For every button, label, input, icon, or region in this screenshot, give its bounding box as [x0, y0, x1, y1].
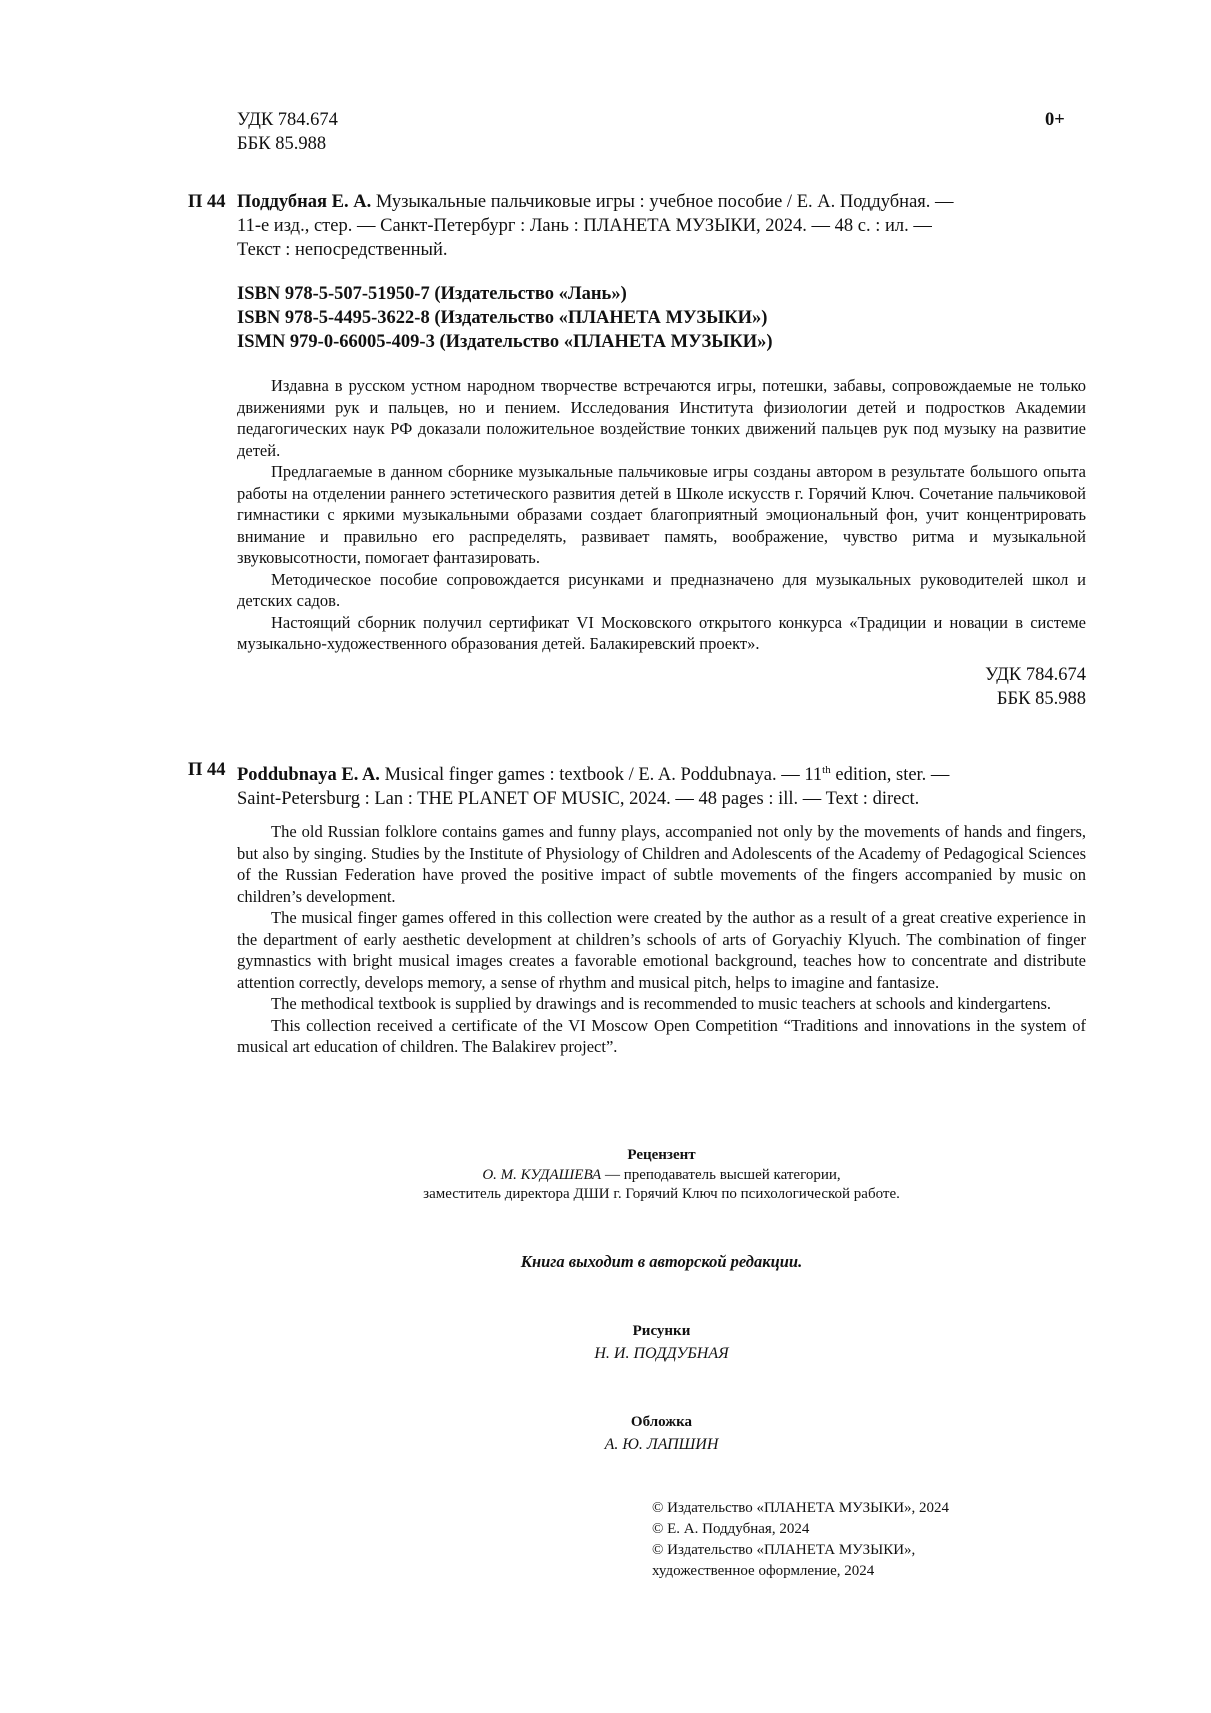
en-abstract-p4: This collection received a certificate of the VI Moscow Open Competition “Traditions and innovations in the system of musical art education of children. The Balakirev project”.: [237, 1015, 1086, 1056]
en-author: Poddubnaya E. A.: [237, 765, 380, 786]
en-bibliographic-entry: [237, 758, 1086, 811]
copyright-line1: © Издательство «ПЛАНЕТА МУЗЫКИ», 2024: [652, 1500, 950, 1516]
en-description-a: Musical finger games : textbook / E. A. Poddubnaya. — 11: [384, 765, 823, 786]
reviewer-heading: Рецензент: [627, 1147, 696, 1163]
en-abstract-p3: The methodical textbook is supplied by drawings and is recommended to music teachers at schools and kindergartens.: [271, 994, 1052, 1013]
ismn-planet: ISMN 979-0-66005-409-3 (Издательство «ПЛАНЕТА МУЗЫКИ»): [237, 332, 773, 352]
identifiers: [237, 282, 773, 354]
isbn-lan: ISBN 978-5-507-51950-7 (Издательство «Лань»): [237, 284, 627, 304]
illustrations-name: Н. И. ПОДДУБНАЯ: [594, 1344, 729, 1362]
cover-name: А. Ю. ЛАПШИН: [604, 1435, 719, 1453]
ru-abstract-p3: Методическое пособие сопровождается рисунками и предназначено для музыкальных руководителей школ и детских садов.: [237, 569, 1086, 610]
ru-abstract: [237, 375, 1086, 655]
ru-description-line2: 11-е изд., стер. — Санкт-Петербург : Лань : ПЛАНЕТА МУЗЫКИ, 2024. — 48 с. : ил. —: [237, 216, 932, 236]
ru-abstract-udk: УДК 784.674: [985, 665, 1086, 685]
ru-author: Поддубная Е. А.: [237, 192, 372, 212]
reviewer-block: [237, 1146, 1086, 1205]
cover-heading: Обложка: [630, 1414, 693, 1430]
en-description-line2: Saint-Petersburg : Lan : THE PLANET OF MUSIC, 2024. — 48 pages : ill. — Text : direct.: [237, 789, 920, 810]
copyright-block: [652, 1498, 949, 1582]
en-description-b: edition, ster. —: [830, 765, 950, 786]
ru-abstract-p1: Издавна в русском устном народном творчестве встречаются игры, потешки, забавы, сопровождаемые не только движениями рук и пальцев, но и пением. Исследования Института физиологии детей и подростков Академии педагогических наук РФ доказали положительное воздействие тонких движений пальцев рук под музыку на развитие детей.: [237, 376, 1086, 460]
illustrations-block: [237, 1322, 1086, 1366]
ru-abstract-bbk: ББК 85.988: [996, 689, 1086, 709]
header-udk: УДК 784.674: [237, 110, 338, 130]
reviewer-role-line1: — преподаватель высшей категории,: [601, 1166, 841, 1183]
cover-block: [237, 1413, 1086, 1457]
ru-description-line3: Текст : непосредственный.: [237, 240, 448, 260]
copyright-line2: © Е. А. Поддубная, 2024: [652, 1521, 810, 1537]
isbn-planet: ISBN 978-5-4495-3622-8 (Издательство «ПЛАНЕТА МУЗЫКИ»): [237, 308, 768, 328]
header-classification: [237, 108, 338, 156]
age-rating: 0+: [1045, 110, 1065, 130]
en-catalog-number: П 44: [188, 760, 226, 780]
en-edition-superscript: th: [822, 764, 831, 776]
ru-catalog-number: П 44: [188, 192, 226, 212]
illustrations-heading: Рисунки: [632, 1323, 691, 1339]
copyright-line4: художественное оформление, 2024: [652, 1563, 875, 1579]
en-abstract-p1: The old Russian folklore contains games and funny plays, accompanied not only by the movements of hands and fingers, but also by singing. Studies by the Institute of Physiology of Children and Adolescents of the Academy of Pedagogical Sciences of the Russian Federation have proved the positive impact of subtle movements of the fingers accompanied by music on children’s development.: [237, 822, 1086, 906]
ru-bibliographic-entry: [237, 190, 1086, 262]
ru-abstract-p4: Настоящий сборник получил сертификат VI Московского открытого конкурса «Традиции и новации в системе музыкально-художественного образования детей. Балакиревский проект».: [237, 612, 1086, 653]
reviewer-role-line2: заместитель директора ДШИ г. Горячий Ключ по психологической работе.: [423, 1186, 900, 1202]
en-abstract: [237, 821, 1086, 1058]
editorial-note: Книга выходит в авторской редакции.: [520, 1252, 803, 1271]
ru-abstract-p2: Предлагаемые в данном сборнике музыкальные пальчиковые игры созданы автором в результате большого опыта работы на отделении раннего эстетического развития детей в Школе искусств г. Горячий Ключ. Сочетание пальчиковой гимнастики с яркими музыкальными образами создает благоприятный эмоциональный фон, учит концентрировать внимание и правильно его распределять, развивает память, воображение, чувство ритма и музыкальной звуковысотности, помогает фантазировать.: [237, 462, 1086, 567]
header-bbk: ББК 85.988: [237, 134, 327, 154]
copyright-line3: © Издательство «ПЛАНЕТА МУЗЫКИ»,: [652, 1542, 916, 1558]
reviewer-name: О. М. КУДАШЕВА: [482, 1166, 602, 1183]
ru-description-line1: Музыкальные пальчиковые игры : учебное пособие / Е. А. Поддубная. —: [375, 192, 954, 212]
en-abstract-p2: The musical finger games offered in this collection were created by the author as a result of a great creative experience in the department of early aesthetic development at children’s schools of arts of Goryachiy Klyuch. The combination of finger gymnastics with bright musical images creates a favorable emotional background, teaches how to concentrate and distribute attention correctly, develops memory, a sense of rhythm and musical pitch, helps to imagine and fantasize.: [237, 908, 1086, 992]
ru-abstract-classification: [837, 663, 1086, 711]
